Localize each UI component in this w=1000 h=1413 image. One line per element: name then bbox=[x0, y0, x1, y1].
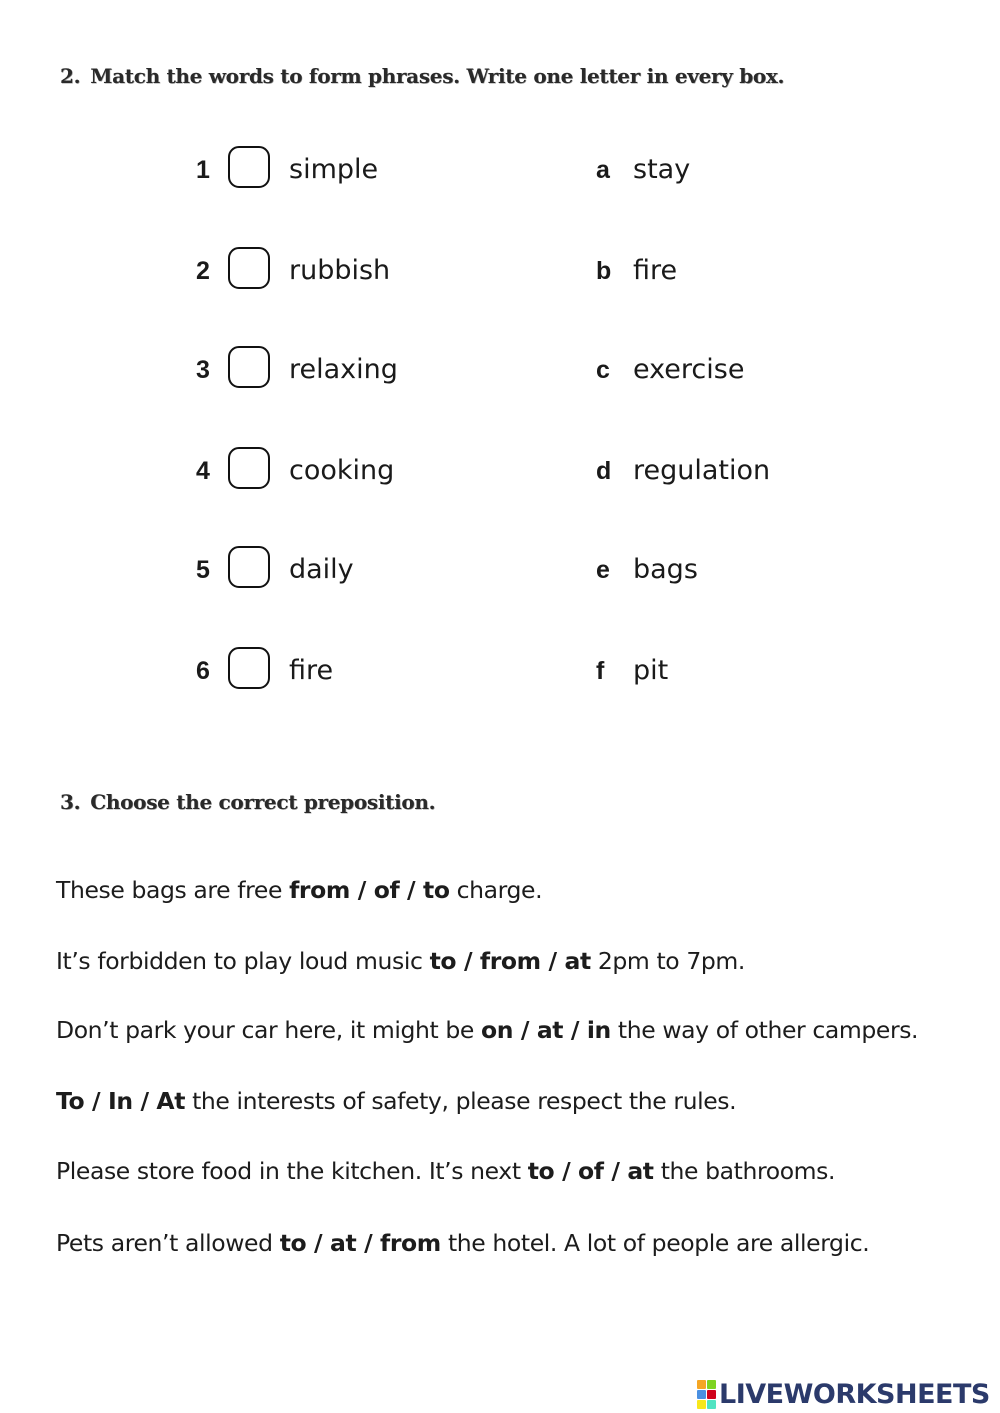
section-2-number: 2. bbox=[60, 64, 81, 88]
sentence-text-after: 2pm to 7pm. bbox=[590, 947, 745, 975]
sentence-item bbox=[56, 1016, 918, 1044]
answer-box[interactable] bbox=[228, 146, 270, 188]
answer-box[interactable] bbox=[228, 346, 270, 388]
option-word: stay bbox=[633, 154, 691, 185]
preposition-choices[interactable]: on / at / in bbox=[481, 1016, 611, 1044]
section-3-heading bbox=[60, 790, 435, 814]
match-number: 1 bbox=[196, 156, 210, 184]
match-number: 3 bbox=[196, 356, 210, 384]
sentence-item bbox=[56, 947, 745, 975]
answer-box[interactable] bbox=[228, 447, 270, 489]
logo-text: LIVEWORKSHEETS bbox=[719, 1378, 990, 1410]
sentence-text-before: Please store food in the kitchen. It’s next bbox=[56, 1157, 528, 1185]
match-word: fire bbox=[289, 655, 334, 686]
sentence-item bbox=[56, 876, 542, 904]
logo-block bbox=[697, 1380, 706, 1389]
option-letter: b bbox=[596, 257, 612, 285]
match-word: cooking bbox=[289, 455, 395, 486]
option-word: bags bbox=[633, 554, 698, 585]
liveworksheets-logo[interactable] bbox=[697, 1378, 990, 1410]
match-word: rubbish bbox=[289, 255, 391, 286]
sentence-item bbox=[56, 1087, 736, 1115]
match-word: simple bbox=[289, 154, 379, 185]
option-letter: c bbox=[596, 356, 610, 384]
preposition-choices[interactable]: from / of / to bbox=[289, 876, 450, 904]
option-word: fire bbox=[633, 255, 678, 286]
option-word: exercise bbox=[633, 354, 745, 385]
section-3-number: 3. bbox=[60, 790, 81, 814]
sentence-text-after: the way of other campers. bbox=[610, 1016, 919, 1044]
match-row bbox=[0, 447, 1000, 497]
answer-box[interactable] bbox=[228, 247, 270, 289]
preposition-choices[interactable]: To / In / At bbox=[56, 1087, 186, 1115]
logo-block bbox=[697, 1400, 706, 1409]
match-row bbox=[0, 146, 1000, 196]
match-row bbox=[0, 247, 1000, 297]
option-word: regulation bbox=[633, 455, 771, 486]
sentence-text-after: charge. bbox=[449, 876, 543, 904]
match-row bbox=[0, 546, 1000, 596]
match-number: 2 bbox=[196, 257, 210, 285]
logo-blocks-icon bbox=[697, 1380, 716, 1409]
sentence-text-before: These bags are free bbox=[56, 876, 290, 904]
match-word: daily bbox=[289, 554, 354, 585]
sentence-text-before: Pets aren’t allowed bbox=[56, 1229, 280, 1257]
option-word: pit bbox=[633, 655, 669, 686]
match-word: relaxing bbox=[289, 354, 398, 385]
sentence-item bbox=[56, 1229, 869, 1257]
answer-box[interactable] bbox=[228, 647, 270, 689]
sentence-text-before: It’s forbidden to play loud music bbox=[56, 947, 430, 975]
logo-block bbox=[707, 1390, 716, 1399]
option-letter: f bbox=[596, 657, 605, 685]
section-2-instruction: Match the words to form phrases. Write one letter in every box. bbox=[90, 64, 785, 88]
option-letter: d bbox=[596, 457, 612, 485]
logo-block bbox=[707, 1400, 716, 1409]
logo-block bbox=[707, 1380, 716, 1389]
match-number: 5 bbox=[196, 556, 210, 584]
match-number: 6 bbox=[196, 657, 210, 685]
match-number: 4 bbox=[196, 457, 210, 485]
sentence-item bbox=[56, 1157, 835, 1185]
sentence-text-before: Don’t park your car here, it might be bbox=[56, 1016, 482, 1044]
sentence-text-after: the interests of safety, please respect the rules. bbox=[185, 1087, 737, 1115]
section-2-heading bbox=[60, 64, 784, 88]
logo-block bbox=[697, 1390, 706, 1399]
match-row bbox=[0, 346, 1000, 396]
section-3-instruction: Choose the correct preposition. bbox=[90, 790, 436, 814]
option-letter: a bbox=[596, 156, 610, 184]
option-letter: e bbox=[596, 556, 610, 584]
preposition-choices[interactable]: to / from / at bbox=[429, 947, 591, 975]
preposition-choices[interactable]: to / at / from bbox=[279, 1229, 441, 1257]
preposition-choices[interactable]: to / of / at bbox=[527, 1157, 654, 1185]
sentence-text-after: the hotel. A lot of people are allergic. bbox=[440, 1229, 870, 1257]
sentence-text-after: the bathrooms. bbox=[653, 1157, 836, 1185]
answer-box[interactable] bbox=[228, 546, 270, 588]
match-row bbox=[0, 647, 1000, 697]
